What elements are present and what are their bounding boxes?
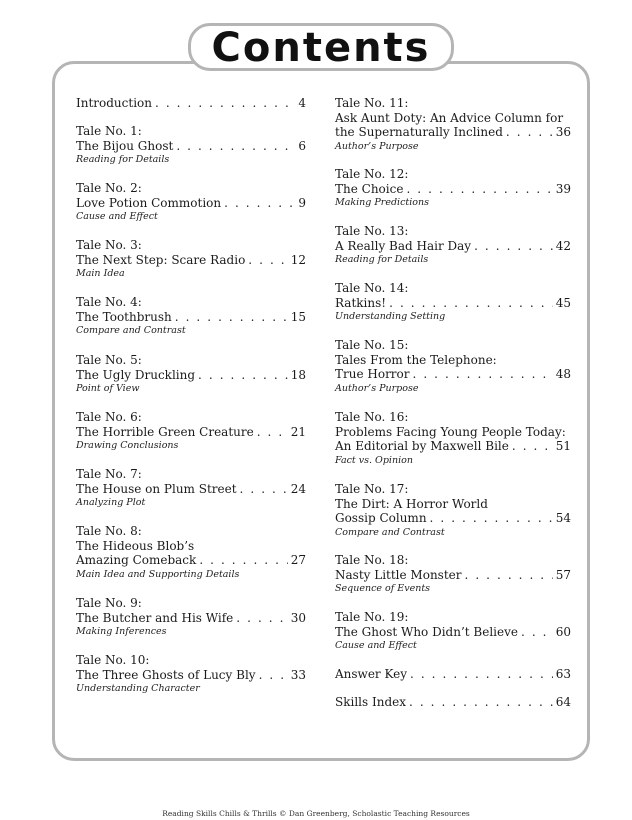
entry-title-row — [76, 310, 306, 325]
dot-leader — [389, 296, 553, 311]
skill-label: Understanding Character — [76, 683, 200, 694]
entry-title-line: The Ugly Druckling — [76, 367, 196, 382]
entry-title-line: True Horror — [335, 367, 410, 381]
page-number: 33 — [290, 667, 306, 682]
tale-label: Tale No. 15: — [335, 338, 409, 352]
toc-entry — [76, 653, 306, 695]
entry-title-line: An Editorial by Maxwell Bile — [335, 439, 509, 453]
entry-title-line: Gossip Column — [335, 511, 427, 525]
tale-label: Tale No. 1: — [76, 124, 142, 138]
toc-entry — [335, 338, 571, 395]
skill-label: Main Idea — [76, 268, 125, 279]
page-number: 54 — [555, 511, 571, 525]
entry-title-line: Answer Key — [335, 667, 407, 681]
entry-title-row — [335, 239, 571, 254]
skill-label: Cause and Effect — [335, 640, 417, 651]
toc-entry — [76, 467, 306, 509]
page-number: 15 — [290, 309, 306, 324]
entry-title-row — [335, 182, 571, 197]
entry-title-line: Skills Index — [335, 695, 406, 709]
page-number: 64 — [555, 695, 571, 709]
page-number: 21 — [290, 424, 306, 439]
toc-entry — [76, 524, 306, 581]
toc-entry — [335, 695, 571, 710]
entry-title-line: the Supernaturally Inclined — [335, 125, 503, 139]
entry-title-row — [76, 482, 306, 497]
toc-entry — [76, 124, 306, 166]
tale-label: Tale No. 11: — [335, 96, 409, 110]
skill-label: Compare and Contrast — [76, 325, 186, 336]
toc-entry — [335, 667, 571, 682]
entry-title-line: The Choice — [335, 181, 404, 196]
page-number: 18 — [290, 367, 306, 382]
page-number: 36 — [555, 125, 571, 139]
skill-label: Understanding Setting — [335, 311, 446, 322]
toc-entry — [76, 238, 306, 280]
tale-label: Tale No. 2: — [76, 181, 142, 195]
page-number: 27 — [290, 553, 306, 567]
dot-leader — [224, 196, 295, 211]
entry-title-line: A Really Bad Hair Day — [335, 238, 472, 253]
entry-title-row — [76, 368, 306, 383]
dot-leader — [199, 553, 287, 568]
entry-title-row — [76, 253, 306, 268]
entry-title-line: The Next Step: Scare Radio — [76, 252, 246, 267]
footer-credit: Reading Skills Chills & Thrills © Dan Greenberg, Scholastic Teaching Resources — [162, 809, 470, 818]
tale-label: Tale No. 6: — [76, 410, 142, 424]
toc-entry — [76, 410, 306, 452]
tale-label: Tale No. 12: — [335, 167, 409, 181]
tale-label: Tale No. 14: — [335, 281, 409, 295]
toc-entry — [335, 224, 571, 266]
dot-leader — [155, 96, 295, 111]
toc-entry — [335, 167, 571, 209]
page-number: 57 — [555, 567, 571, 582]
tale-label: Tale No. 13: — [335, 224, 409, 238]
toc-entry — [76, 596, 306, 638]
toc-entry — [335, 482, 571, 539]
entry-title-line: The Toothbrush — [76, 309, 172, 324]
page-number: 6 — [298, 138, 306, 153]
entry-title-line: The Ghost Who Didn’t Believe — [335, 624, 518, 639]
skill-label: Making Inferences — [76, 626, 167, 637]
skill-label: Analyzing Plot — [76, 497, 146, 508]
skill-label: Main Idea and Supporting Details — [76, 568, 240, 580]
page-number: 42 — [555, 238, 571, 253]
page-number: 12 — [290, 252, 306, 267]
entry-title-row — [76, 96, 306, 111]
dot-leader — [465, 568, 553, 583]
entry-title-row — [335, 695, 571, 710]
tale-label: Tale No. 10: — [76, 653, 150, 667]
toc-entry — [335, 96, 571, 153]
page-number: 24 — [290, 481, 306, 496]
skill-label: Drawing Conclusions — [76, 440, 179, 451]
entry-title-line: The Horrible Green Creature — [76, 424, 254, 439]
tale-label: Tale No. 7: — [76, 467, 142, 481]
dot-leader — [240, 482, 288, 497]
dot-leader — [521, 625, 553, 640]
dot-leader — [257, 425, 288, 440]
entry-title-row — [76, 611, 306, 626]
page-number: 60 — [555, 624, 571, 639]
entry-title-row — [76, 553, 306, 568]
entry-title-line: Nasty Little Monster — [335, 567, 462, 582]
dot-leader — [406, 182, 552, 197]
dot-leader — [175, 310, 288, 325]
toc-entry — [335, 610, 571, 652]
dot-leader — [410, 667, 553, 682]
entry-title-row — [335, 511, 571, 526]
tale-label: Tale No. 4: — [76, 295, 142, 309]
dot-leader — [236, 611, 287, 626]
entry-title-row — [76, 425, 306, 440]
tale-label: Tale No. 19: — [335, 610, 409, 624]
toc-entry — [76, 181, 306, 223]
entry-title-line: Love Potion Commotion — [76, 195, 222, 210]
page-number: 39 — [555, 181, 571, 196]
dot-leader — [198, 368, 288, 383]
page-number: 63 — [555, 667, 571, 681]
entry-title-line: The Hideous Blob’s — [76, 538, 195, 553]
toc-entry — [76, 96, 306, 111]
entry-title-line: Amazing Comeback — [76, 553, 197, 567]
skill-label: Author’s Purpose — [335, 382, 419, 394]
dot-leader — [413, 367, 553, 382]
tale-label: Tale No. 3: — [76, 238, 142, 252]
entry-title-line: The House on Plum Street — [76, 481, 237, 496]
entry-title-line: The Three Ghosts of Lucy Bly — [76, 667, 256, 682]
skill-label: Fact vs. Opinion — [335, 454, 413, 466]
page-number: 51 — [555, 439, 571, 453]
page-number: 45 — [555, 295, 571, 310]
entry-title-line: Introduction — [76, 96, 152, 110]
page-number: 48 — [555, 367, 571, 381]
entry-title-row — [335, 568, 571, 583]
entry-title-line: The Bijou Ghost — [76, 138, 174, 153]
tale-label: Tale No. 18: — [335, 553, 409, 567]
entry-title-row — [335, 296, 571, 311]
entry-title-row — [335, 367, 571, 382]
toc-entry — [335, 553, 571, 595]
entry-title-line: Ask Aunt Doty: An Advice Column for — [335, 110, 564, 125]
tale-label: Tale No. 16: — [335, 410, 409, 424]
skill-label: Reading for Details — [76, 154, 170, 165]
entry-title-row — [335, 439, 571, 454]
toc-entry — [335, 410, 571, 467]
entry-title-row — [76, 668, 306, 683]
skill-label: Point of View — [76, 383, 140, 394]
entry-title-line: The Dirt: A Horror World — [335, 496, 488, 511]
toc-entry — [76, 353, 306, 395]
skill-label: Reading for Details — [335, 254, 429, 265]
entry-title-row — [335, 625, 571, 640]
dot-leader — [248, 253, 287, 268]
entry-title-row — [76, 139, 306, 154]
page-number: 4 — [298, 96, 306, 110]
tale-label: Tale No. 5: — [76, 353, 142, 367]
tale-label: Tale No. 8: — [76, 524, 142, 538]
skill-label: Cause and Effect — [76, 211, 158, 222]
dot-leader — [176, 139, 295, 154]
entry-title-row — [76, 196, 306, 211]
entry-title-line: The Butcher and His Wife — [76, 610, 234, 625]
entry-title-line: Problems Facing Young People Today: — [335, 424, 566, 439]
tale-label: Tale No. 17: — [335, 482, 409, 496]
page-number: 9 — [298, 195, 306, 210]
dot-leader — [430, 511, 553, 526]
skill-label: Making Predictions — [335, 197, 429, 208]
title-box — [188, 23, 454, 71]
skill-label: Author’s Purpose — [335, 140, 419, 152]
entry-title-row — [335, 667, 571, 682]
skill-label: Sequence of Events — [335, 583, 431, 594]
skill-label: Compare and Contrast — [335, 526, 445, 538]
dot-leader — [506, 125, 553, 140]
dot-leader — [409, 695, 553, 710]
toc-entry — [76, 295, 306, 337]
dot-leader — [474, 239, 553, 254]
dot-leader — [512, 439, 553, 454]
page-number: 30 — [290, 610, 306, 625]
dot-leader — [259, 668, 288, 683]
entry-title-line: Tales From the Telephone: — [335, 352, 497, 367]
tale-label: Tale No. 9: — [76, 596, 142, 610]
entry-title-row — [335, 125, 571, 140]
toc-entry — [335, 281, 571, 323]
page-title: Contents — [211, 25, 431, 71]
entry-title-line: Ratkins! — [335, 295, 387, 310]
